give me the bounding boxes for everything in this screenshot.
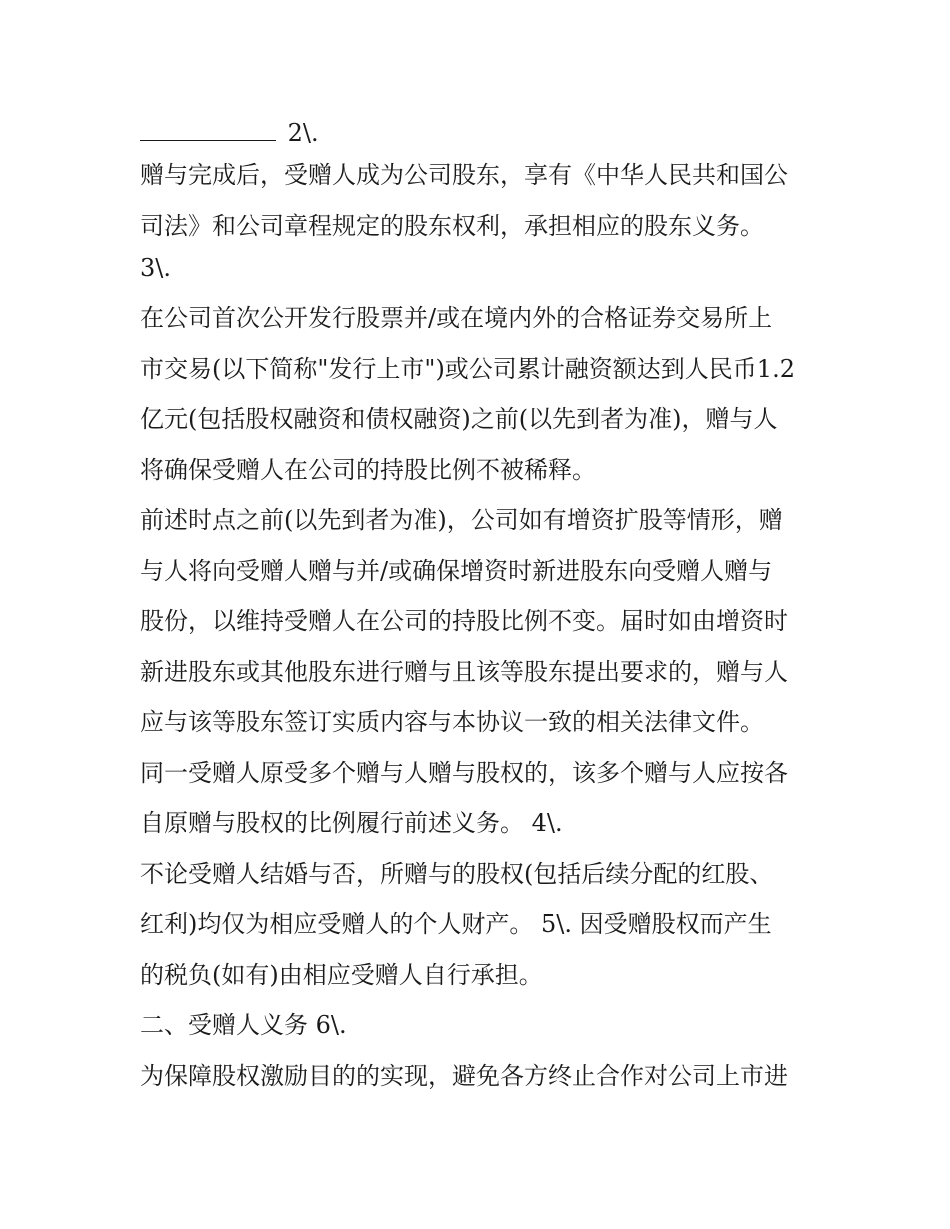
paragraph-line: 将确保受赠人在公司的持股比例不被稀释。 (140, 455, 596, 484)
section-heading: 二、受赠人义务 6\. (140, 1011, 347, 1039)
paragraph-line: 不论受赠人结婚与否，所赠与的股权(包括后续分配的红股、 (140, 859, 774, 888)
clause-number: 3\. (140, 253, 171, 282)
paragraph-line: 与人将向受赠人赠与并/或确保增资时新进股东向受赠人赠与 (140, 556, 773, 585)
paragraph-line: 新进股东或其他股东进行赠与且该等股东提出要求的，赠与人 (140, 657, 788, 686)
paragraph-line: 同一受赠人原受多个赠与人赠与股权的，该多个赠与人应按各 (140, 758, 788, 787)
paragraph-line: 在公司首次公开发行股票并/或在境内外的合格证券交易所上 (140, 304, 773, 332)
paragraph-line: 红利)均仅为相应受赠人的个人财产。 5\. 因受赠股权而产生 (140, 910, 772, 938)
paragraph-line: 前述时点之前(以先到者为准)，公司如有增资扩股等情形，赠 (140, 506, 783, 534)
clause-number: 2\. (280, 119, 319, 147)
paragraph-line: 赠与完成后，受赠人成为公司股东，享有《中华人民共和国公 (140, 161, 788, 189)
paragraph-line: 自原赠与股权的比例履行前述义务。 4\. (140, 809, 563, 837)
blank-underline (140, 116, 276, 141)
paragraph-line: 的税负(如有)由相应受赠人自行承担。 (140, 960, 543, 989)
paragraph-line: 为保障股权激励目的的实现，避免各方终止合作对公司上市进 (140, 1061, 788, 1090)
paragraph-line (140, 108, 820, 150)
paragraph-line: 亿元(包括股权融资和债权融资)之前(以先到者为准)，赠与人 (140, 405, 778, 433)
paragraph-line: 司法》和公司章程规定的股东权利，承担相应的股东义务。 (140, 211, 764, 240)
paragraph-line: 市交易(以下简称"发行上市")或公司累计融资额达到人民币1.2 (140, 354, 795, 383)
document-body (140, 108, 820, 1101)
paragraph-line: 应与该等股东签订实质内容与本协议一致的相关法律文件。 (140, 708, 764, 736)
paragraph-line: 股份，以维持受赠人在公司的持股比例不变。届时如由增资时 (140, 607, 788, 635)
